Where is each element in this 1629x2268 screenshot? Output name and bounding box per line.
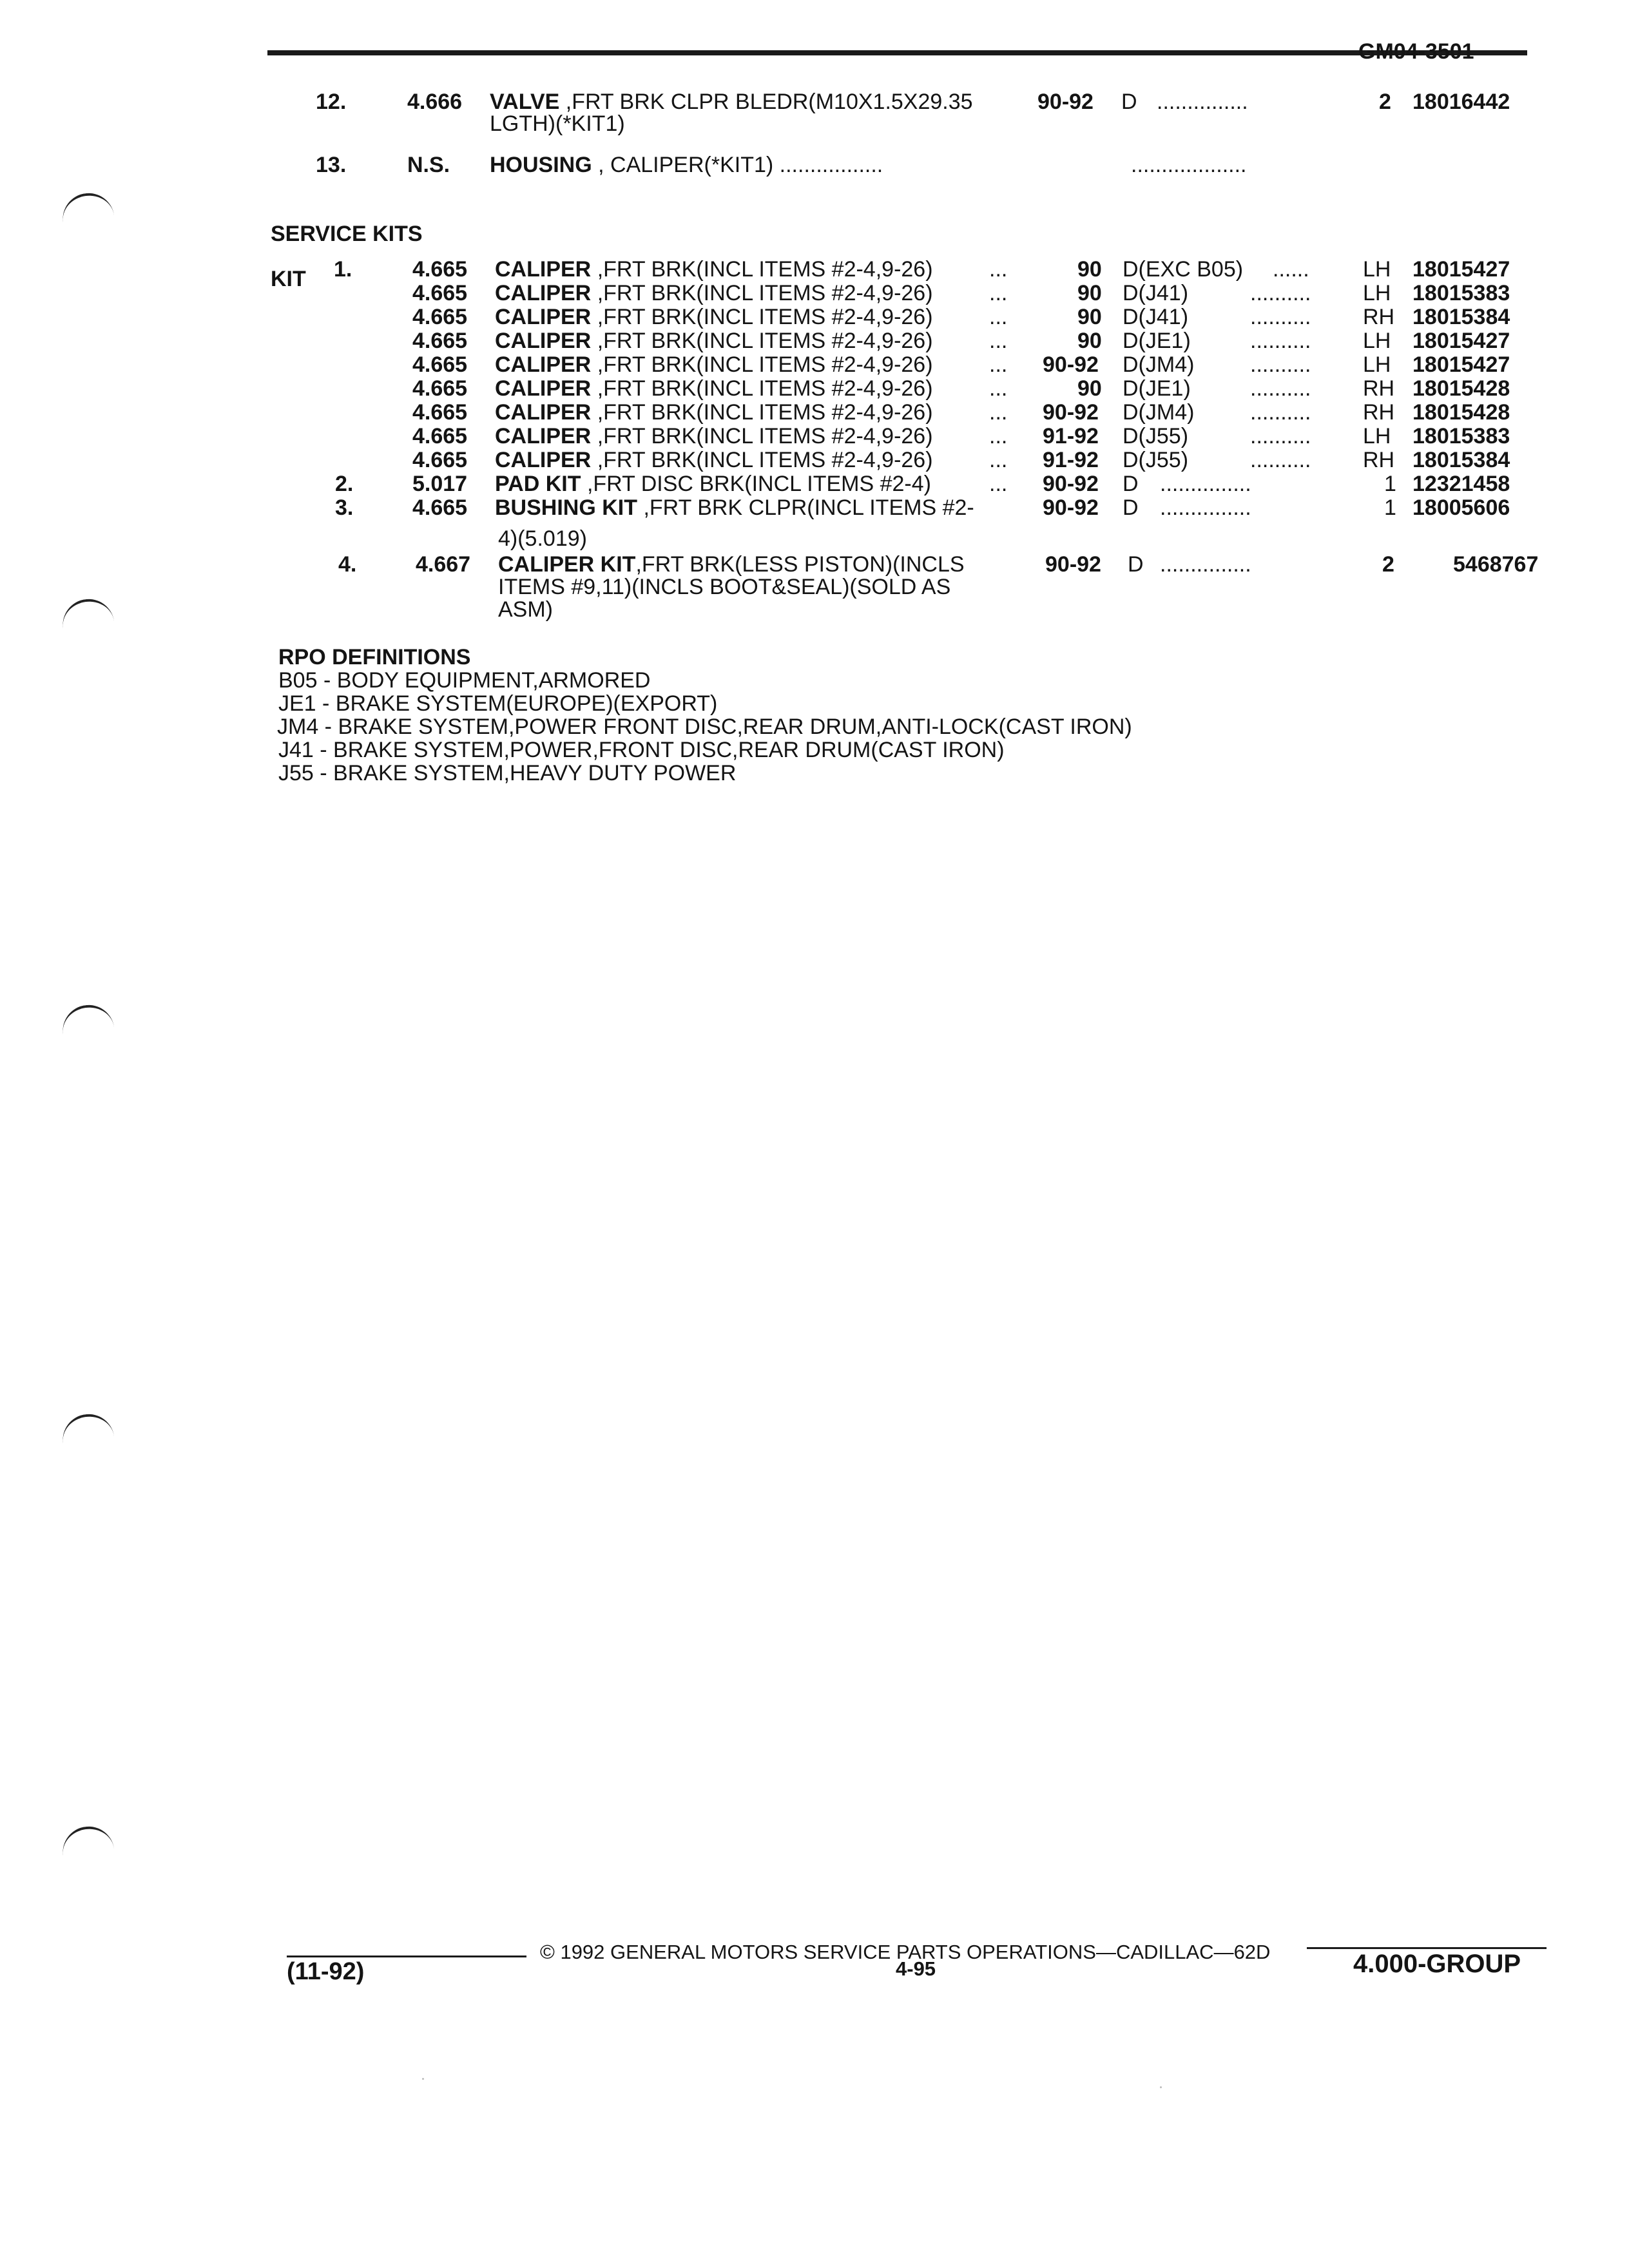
item-side: LH [1363,281,1391,305]
item-leader-dots: .......... [1250,305,1311,329]
item-leader-dots: ...... [1273,257,1309,282]
item-code: 4.665 [412,281,468,305]
item-side: LH [1363,424,1391,448]
item-description-line2: LGTH)(*KIT1) [490,111,625,136]
item-usage: D(JM4) [1123,352,1195,377]
item-usage: D [1123,472,1139,496]
binder-hole-mark [59,596,114,631]
item-leader-dots: ............... [1160,472,1251,496]
item-description: BUSHING KIT ,FRT BRK CLPR(INCL ITEMS #2- [495,495,974,520]
item-description: PAD KIT ,FRT DISC BRK(INCL ITEMS #2-4) [495,472,931,496]
item-description: HOUSING , CALIPER(*KIT1) ................. [490,153,883,177]
item-qty: 2 [1379,90,1391,114]
item-description: VALVE ,FRT BRK CLPR BLEDR(M10X1.5X29.35 [490,90,973,114]
item-number: 3. [335,495,354,520]
item-description: CALIPER ,FRT BRK(INCL ITEMS #2-4,9-26) [495,329,933,353]
item-side: 1 [1384,472,1396,496]
item-number: 2. [335,472,354,496]
item-years: 90-92 [1043,472,1099,496]
item-side: RH [1363,305,1395,329]
item-leader-dots: .......... [1250,329,1311,353]
item-description: CALIPER ,FRT BRK(INCL ITEMS #2-4,9-26) [495,281,933,305]
item-side: RH [1363,448,1395,472]
rpo-definition: B05 - BODY EQUIPMENT,ARMORED [278,668,651,693]
item-description: CALIPER ,FRT BRK(INCL ITEMS #2-4,9-26) [495,448,933,472]
item-usage: D(JM4) [1123,400,1195,425]
service-kits-heading: SERVICE KITS [271,222,423,246]
item-leader-dots: ............... [1160,495,1251,520]
binder-hole-mark [59,190,114,226]
item-code: 4.665 [412,305,468,329]
item-code: 4.665 [412,424,468,448]
item-part-number: 18005606 [1412,495,1510,520]
item-years: 90-92 [1043,352,1099,377]
item-usage: D [1121,90,1137,114]
revision-date: (11-92) [287,1958,365,1985]
page-number: 4-95 [896,1957,936,1980]
item-side: RH [1363,376,1395,401]
item-lead-dots: ... [989,400,1008,425]
item-years: 90 [1077,305,1102,329]
item-code: 4.666 [407,90,463,114]
item-usage: D(JE1) [1123,376,1191,401]
item-description: CALIPER KIT,FRT BRK(LESS PISTON)(INCLS [498,552,965,577]
item-years: 91-92 [1043,448,1099,472]
item-lead-dots: ... [989,305,1008,329]
item-leader-dots: ............... [1160,552,1251,577]
bushing-kit-continuation: 4)(5.019) [498,526,587,551]
item-code: 4.665 [412,376,468,401]
item-part-number: 18015383 [1412,281,1510,305]
item-leader-dots: .......... [1250,400,1311,425]
binder-hole-mark [59,1002,114,1037]
item-part-number: 18015384 [1412,448,1510,472]
item-code: 4.665 [412,495,468,520]
rpo-definition: J55 - BRAKE SYSTEM,HEAVY DUTY POWER [278,761,737,785]
rpo-definition: JE1 - BRAKE SYSTEM(EUROPE)(EXPORT) [278,691,718,716]
item-description-line2: ITEMS #9,11)(INCLS BOOT&SEAL)(SOLD AS [498,575,951,599]
rpo-heading: RPO DEFINITIONS [278,645,471,669]
item-description: CALIPER ,FRT BRK(INCL ITEMS #2-4,9-26) [495,400,933,425]
item-usage: D [1128,552,1144,577]
item-years: 90-92 [1037,90,1094,114]
item-code: 4.667 [416,552,471,577]
item-usage: D(J41) [1123,305,1189,329]
item-side: LH [1363,329,1391,353]
item-side: LH [1363,257,1391,282]
item-code: N.S. [407,153,450,177]
item-years: 90 [1077,376,1102,401]
item-lead-dots: ... [989,281,1008,305]
doc-code: GM04-3501 [1358,39,1474,64]
item-usage: D(J55) [1123,448,1189,472]
item-part-number: 18015427 [1412,257,1510,282]
item-years: 90 [1077,257,1102,282]
item-part-number: 18015428 [1412,376,1510,401]
item-part-number: 18016442 [1412,90,1510,114]
item-part-number: 18015428 [1412,400,1510,425]
item-years: 90-92 [1043,495,1099,520]
kit-label: KIT [271,267,306,291]
item-description-line3: ASM) [498,597,553,622]
item-leader-dots: .......... [1250,448,1311,472]
item-part-number: 18015427 [1412,352,1510,377]
item-qty: 2 [1382,552,1394,577]
item-description: CALIPER ,FRT BRK(INCL ITEMS #2-4,9-26) [495,305,933,329]
rpo-definition: JM4 - BRAKE SYSTEM,POWER FRONT DISC,REAR DRUM,ANTI-LOCK(CAST IRON) [277,715,1132,739]
rpo-definition: J41 - BRAKE SYSTEM,POWER,FRONT DISC,REAR DRUM(CAST IRON) [278,738,1005,762]
item-code: 4.665 [412,257,468,282]
item-usage: D(EXC B05) [1123,257,1244,282]
item-code: 4.665 [412,400,468,425]
item-part-number: 18015384 [1412,305,1510,329]
item-code: 4.665 [412,352,468,377]
item-lead-dots: ... [989,472,1008,496]
item-lead-dots: ... [989,376,1008,401]
item-part-number: 12321458 [1412,472,1510,496]
item-usage: D(J55) [1123,424,1189,448]
item-code: 5.017 [412,472,468,496]
copyright-line: © 1992 GENERAL MOTORS SERVICE PARTS OPERATIONS—CADILLAC—62D [540,1941,1271,1963]
top-rule [267,50,1527,55]
item-description: CALIPER ,FRT BRK(INCL ITEMS #2-4,9-26) [495,376,933,401]
item-leader-dots: ................... [1131,153,1247,177]
item-part-number: 5468767 [1453,552,1539,577]
item-side: 1 [1384,495,1396,520]
item-code: 4.665 [412,329,468,353]
footer-rule-left [287,1956,526,1957]
binder-hole-mark [59,1411,114,1446]
item-lead-dots: ... [989,424,1008,448]
item-years: 90-92 [1043,400,1099,425]
item-years: 90-92 [1045,552,1101,577]
item-lead-dots: ... [989,329,1008,353]
item-leader-dots: .......... [1250,376,1311,401]
item-leader-dots: .......... [1250,424,1311,448]
group-label: 4.000-GROUP [1353,1950,1521,1978]
item-lead-dots: ... [989,448,1008,472]
item-years: 90 [1077,281,1102,305]
item-number: 13. [316,153,347,177]
item-code: 4.665 [412,448,468,472]
item-leader-dots: ............... [1157,90,1248,114]
item-side: LH [1363,352,1391,377]
item-years: 91-92 [1043,424,1099,448]
item-number: 4. [338,552,357,577]
footer-rule-right [1307,1947,1547,1949]
item-description: CALIPER ,FRT BRK(INCL ITEMS #2-4,9-26) [495,352,933,377]
item-years: 90 [1077,329,1102,353]
item-leader-dots: .......... [1250,352,1311,377]
item-lead-dots: ... [989,257,1008,282]
item-description: CALIPER ,FRT BRK(INCL ITEMS #2-4,9-26) [495,257,933,282]
item-leader-dots: .......... [1250,281,1311,305]
item-side: RH [1363,400,1395,425]
item-usage: D [1123,495,1139,520]
binder-hole-mark [59,1823,114,1859]
item-number: 12. [316,90,347,114]
item-lead-dots: ... [989,352,1008,377]
item-description: CALIPER ,FRT BRK(INCL ITEMS #2-4,9-26) [495,424,933,448]
item-part-number: 18015427 [1412,329,1510,353]
item-part-number: 18015383 [1412,424,1510,448]
item-usage: D(JE1) [1123,329,1191,353]
item-number: 1. [334,257,352,282]
item-usage: D(J41) [1123,281,1189,305]
